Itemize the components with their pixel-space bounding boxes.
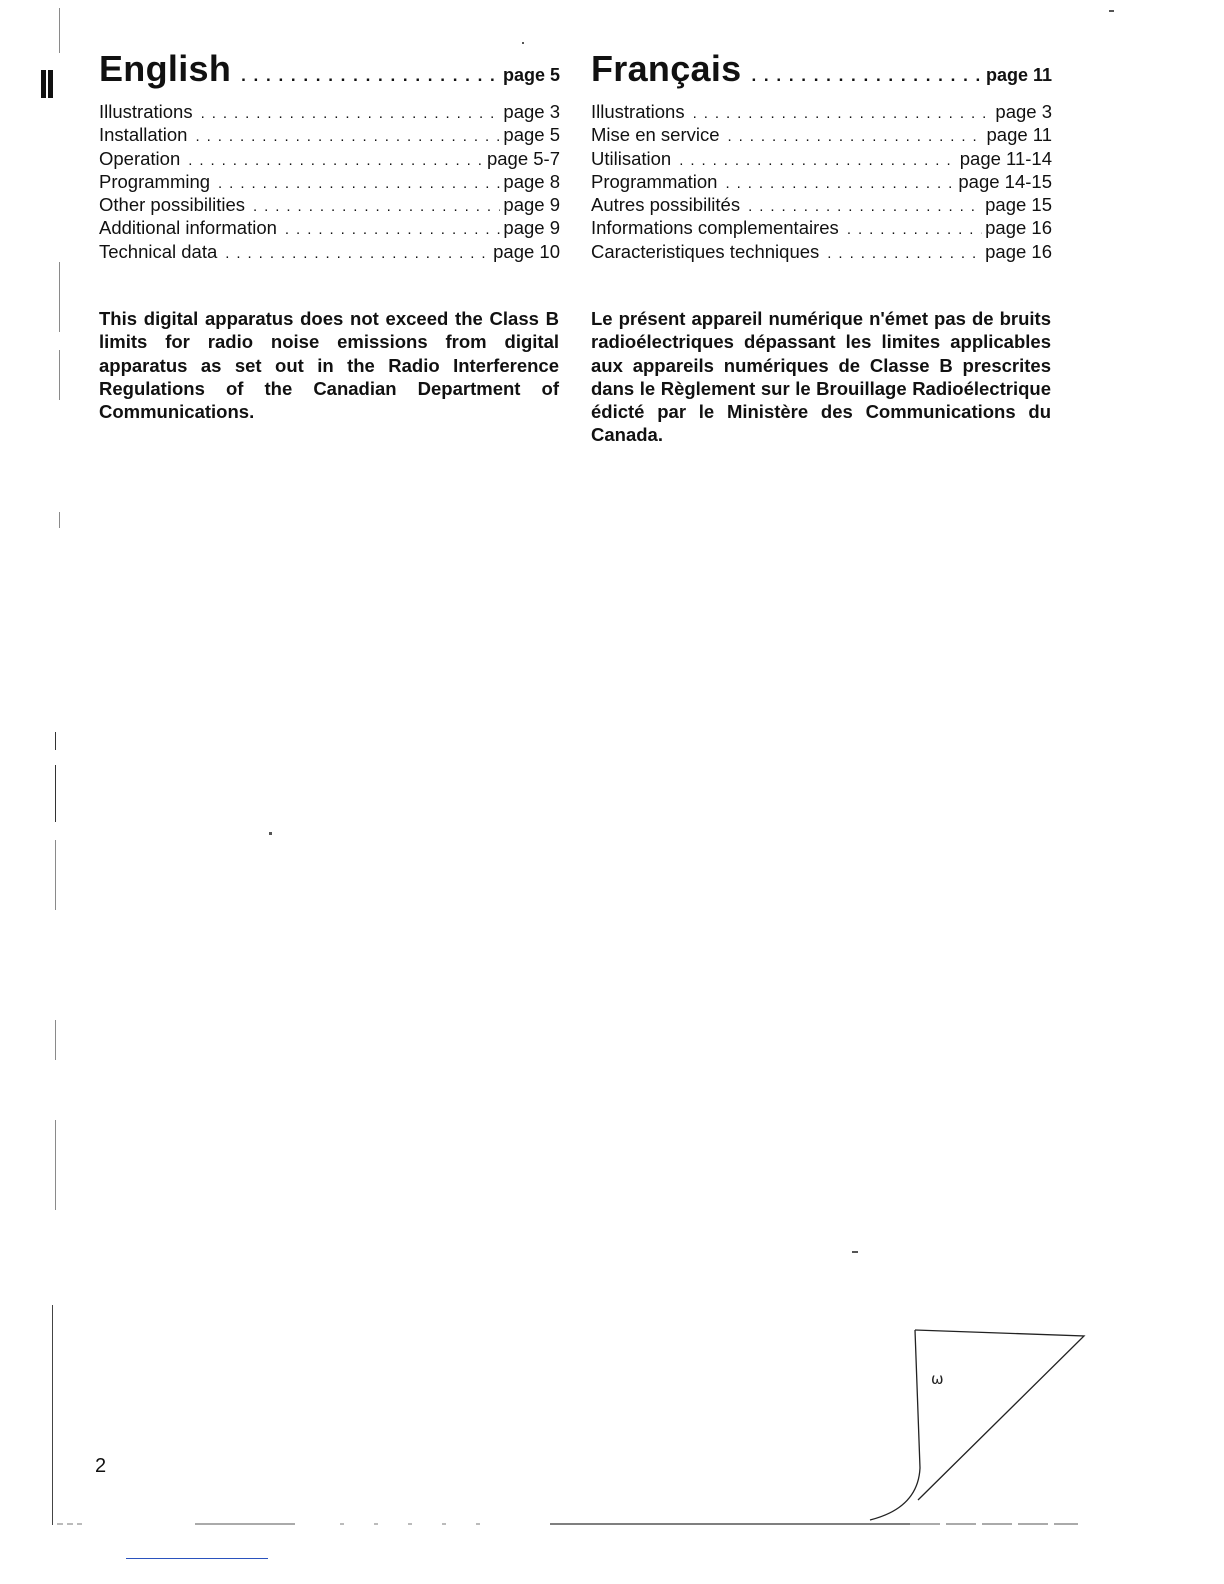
toc-entry-label: Programmation bbox=[591, 170, 718, 192]
toc-entry-page: page 10 bbox=[493, 240, 560, 262]
toc-entry-label: Installation bbox=[99, 124, 188, 146]
toc-entry-label: Caracteristiques techniques bbox=[591, 240, 820, 262]
toc-entry-label: Autres possibilités bbox=[591, 194, 741, 216]
toc-entry-page: page 11 bbox=[986, 124, 1052, 146]
french-start-page: page 11 bbox=[985, 65, 1052, 85]
toc-entry-page: page 9 bbox=[503, 194, 560, 216]
toc-entry-label: Other possibilities bbox=[99, 194, 246, 216]
toc-entry-page: page 9 bbox=[503, 217, 560, 239]
toc-entry-page: page 15 bbox=[985, 194, 1052, 216]
toc-entry-label: Illustrations bbox=[99, 101, 193, 122]
toc-entry-page: page 3 bbox=[503, 101, 560, 122]
toc-entry-label: Informations complementaires bbox=[591, 217, 839, 239]
page-number: 2 bbox=[95, 1455, 107, 1477]
english-start-page: page 5 bbox=[502, 65, 560, 85]
english-compliance-notice: This digital apparatus does not exceed the Class B limits for radio noise emissions from digital apparatus as set out in the Radio Interference Regulations of the Canadian Department of Communications. bbox=[99, 308, 559, 423]
toc-entry-page: page 5 bbox=[503, 124, 560, 146]
toc-entry-label: Programming bbox=[99, 170, 211, 192]
toc-entry-label: Operation bbox=[99, 147, 181, 169]
toc-entry-label: Technical data bbox=[99, 240, 218, 262]
toc-entry-label: Illustrations bbox=[591, 101, 685, 122]
toc-entry-label: Utilisation bbox=[591, 147, 672, 169]
toc-entry-page: page 14-15 bbox=[958, 170, 1052, 192]
toc-entry-page: page 3 bbox=[995, 101, 1052, 122]
bottom-rule bbox=[126, 1558, 268, 1559]
english-title: English bbox=[99, 48, 232, 89]
toc-entry-label: Additional information bbox=[99, 217, 277, 239]
toc-entry-label: Mise en service bbox=[591, 124, 720, 146]
toc-entry-page: page 5-7 bbox=[486, 147, 560, 169]
french-compliance-notice: Le présent appareil numérique n'émet pas de bruits radioélectriques dépassant les limites applicables aux appareils numériques de Classe B prescrites dans le Règlement sur le Brouillage Radioélectrique édicté par le Ministère des Communications du Canada. bbox=[591, 308, 1051, 446]
french-title: Français bbox=[591, 48, 742, 89]
toc-entry-page: page 16 bbox=[985, 240, 1052, 262]
toc-entry-page: page 11-14 bbox=[959, 147, 1052, 169]
toc-entry-page: page 16 bbox=[985, 217, 1052, 239]
toc-entry-page: page 8 bbox=[503, 170, 560, 192]
corner-mark: ω bbox=[931, 1370, 944, 1388]
